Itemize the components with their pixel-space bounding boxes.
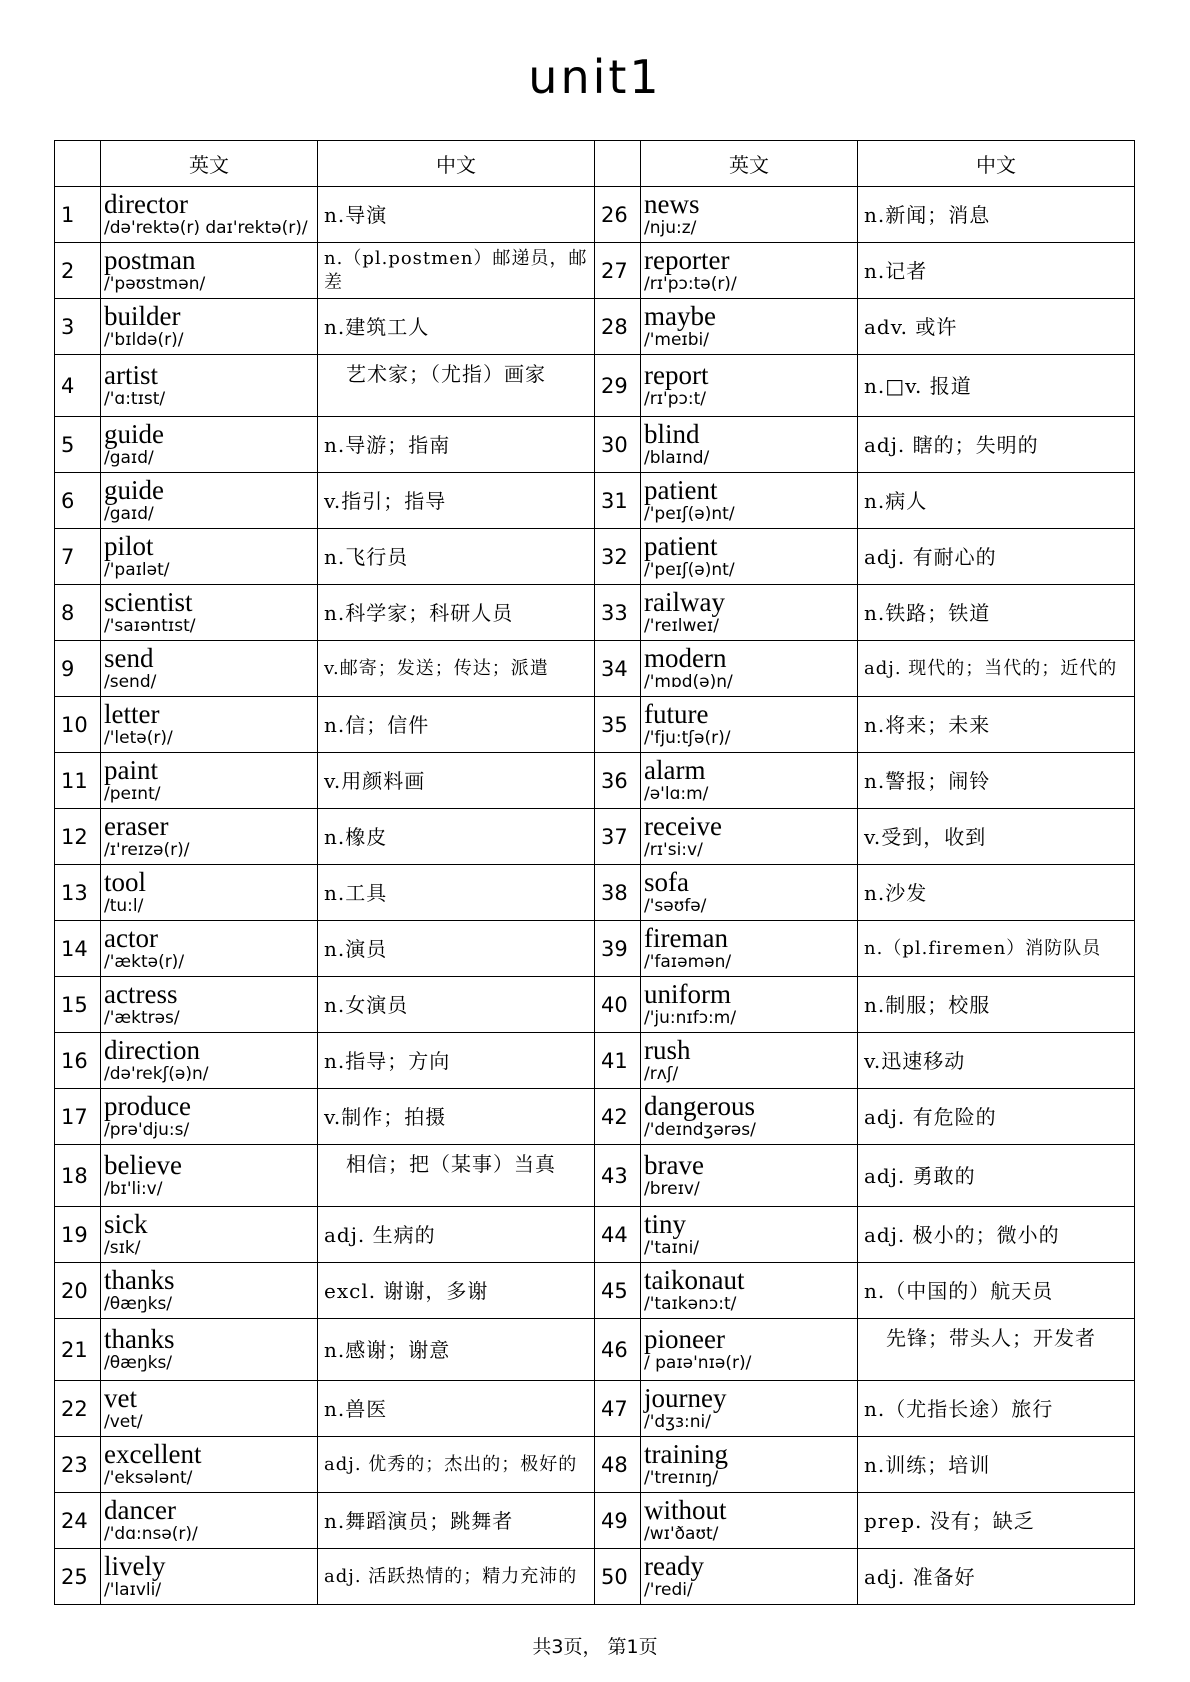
english-word: thanks xyxy=(104,1265,175,1295)
row-number: 7 xyxy=(55,529,101,585)
row-number: 28 xyxy=(595,299,641,355)
english-cell xyxy=(641,585,858,641)
english-word: maybe xyxy=(644,301,716,331)
phonetic-transcription: /'peɪʃ(ə)nt/ xyxy=(644,560,735,580)
english-word: believe xyxy=(104,1150,182,1180)
row-number: 35 xyxy=(595,697,641,753)
english-word: railway xyxy=(644,587,725,617)
row-number: 2 xyxy=(55,243,101,299)
row-number: 8 xyxy=(55,585,101,641)
english-word: receive xyxy=(644,811,722,841)
row-number: 6 xyxy=(55,473,101,529)
english-cell xyxy=(641,1549,858,1605)
phonetic-transcription: /breɪv/ xyxy=(644,1179,700,1199)
phonetic-transcription: /'dɑ:nsə(r)/ xyxy=(104,1524,198,1544)
page-footer: 共3页， 第1页 xyxy=(532,1636,658,1658)
row-number: 49 xyxy=(595,1493,641,1549)
english-cell xyxy=(101,1437,318,1493)
table-row xyxy=(55,1033,1135,1089)
phonetic-transcription: /vet/ xyxy=(104,1412,143,1432)
english-word: letter xyxy=(104,699,160,729)
table-row xyxy=(55,355,1135,417)
phonetic-transcription: /'meɪbi/ xyxy=(644,330,709,350)
row-number: 27 xyxy=(595,243,641,299)
phonetic-transcription: /'treɪnɪŋ/ xyxy=(644,1468,719,1488)
phonetic-transcription: /'æktrəs/ xyxy=(104,1008,180,1028)
chinese-meaning: n.橡皮 xyxy=(318,809,595,865)
chinese-meaning: n.（尤指长途）旅行 xyxy=(858,1381,1135,1437)
phonetic-transcription: /'fju:tʃə(r)/ xyxy=(644,728,731,748)
phonetic-transcription: /'səʊfə/ xyxy=(644,896,707,916)
chinese-meaning: adj. 活跃热情的；精力充沛的 xyxy=(318,1549,595,1605)
chinese-meaning: adj. 准备好 xyxy=(858,1549,1135,1605)
english-cell xyxy=(641,1381,858,1437)
row-number: 21 xyxy=(55,1319,101,1381)
english-cell xyxy=(641,299,858,355)
english-cell xyxy=(101,1089,318,1145)
table-row xyxy=(55,473,1135,529)
table-row xyxy=(55,1549,1135,1605)
english-cell xyxy=(641,473,858,529)
english-cell xyxy=(641,1319,858,1381)
phonetic-transcription: /rɪ'si:v/ xyxy=(644,840,703,860)
row-number: 45 xyxy=(595,1263,641,1319)
phonetic-transcription: /'bɪldə(r)/ xyxy=(104,330,184,350)
row-number: 3 xyxy=(55,299,101,355)
row-number: 20 xyxy=(55,1263,101,1319)
phonetic-transcription: /'mɒd(ə)n/ xyxy=(644,672,733,692)
row-number: 31 xyxy=(595,473,641,529)
chinese-meaning: n.沙发 xyxy=(858,865,1135,921)
english-word: alarm xyxy=(644,755,706,785)
english-word: send xyxy=(104,643,154,673)
table-row xyxy=(55,1207,1135,1263)
chinese-meaning: v.用颜料画 xyxy=(318,753,595,809)
row-number: 29 xyxy=(595,355,641,417)
row-number: 34 xyxy=(595,641,641,697)
chinese-meaning: n.工具 xyxy=(318,865,595,921)
row-number: 23 xyxy=(55,1437,101,1493)
chinese-meaning: n.导演 xyxy=(318,187,595,243)
english-cell xyxy=(101,921,318,977)
table-row xyxy=(55,977,1135,1033)
english-cell xyxy=(101,355,318,417)
phonetic-transcription: /bɪ'li:v/ xyxy=(104,1179,163,1199)
row-number: 40 xyxy=(595,977,641,1033)
english-cell xyxy=(101,1381,318,1437)
row-number: 30 xyxy=(595,417,641,473)
table-row xyxy=(55,809,1135,865)
english-word: artist xyxy=(104,360,158,390)
phonetic-transcription: /'saɪəntɪst/ xyxy=(104,616,196,636)
row-number: 19 xyxy=(55,1207,101,1263)
phonetic-transcription: /θæŋks/ xyxy=(104,1294,173,1314)
english-word: excellent xyxy=(104,1439,202,1469)
english-cell xyxy=(641,977,858,1033)
chinese-meaning: prep. 没有；缺乏 xyxy=(858,1493,1135,1549)
english-word: thanks xyxy=(104,1324,175,1354)
phonetic-transcription: /'ju:nɪfɔ:m/ xyxy=(644,1008,737,1028)
row-number: 38 xyxy=(595,865,641,921)
chinese-meaning: adj. 现代的；当代的；近代的 xyxy=(858,641,1135,697)
english-word: pioneer xyxy=(644,1324,725,1354)
chinese-meaning: n.感谢；谢意 xyxy=(318,1319,595,1381)
english-word: dancer xyxy=(104,1495,176,1525)
chinese-meaning: n.飞行员 xyxy=(318,529,595,585)
table-row xyxy=(55,1263,1135,1319)
english-word: paint xyxy=(104,755,158,785)
chinese-meaning: n.（pl.postmen）邮递员，邮差 xyxy=(318,243,595,299)
chinese-meaning: adj. 瞎的；失明的 xyxy=(858,417,1135,473)
english-cell xyxy=(101,865,318,921)
english-word: actor xyxy=(104,923,158,953)
row-number: 14 xyxy=(55,921,101,977)
row-number: 43 xyxy=(595,1145,641,1207)
english-word: tiny xyxy=(644,1209,687,1239)
vocabulary-table xyxy=(54,140,1135,1605)
chinese-meaning: adj. 优秀的；杰出的；极好的 xyxy=(318,1437,595,1493)
chinese-meaning: n.□v. 报道 xyxy=(858,355,1135,417)
row-number: 50 xyxy=(595,1549,641,1605)
english-word: produce xyxy=(104,1091,191,1121)
english-word: uniform xyxy=(644,979,731,1009)
row-number: 37 xyxy=(595,809,641,865)
english-word: guide xyxy=(104,419,164,449)
english-cell xyxy=(641,1493,858,1549)
table-row xyxy=(55,417,1135,473)
table-row xyxy=(55,1437,1135,1493)
english-cell xyxy=(641,1145,858,1207)
header-num-blank xyxy=(55,141,101,187)
phonetic-transcription: /prə'dju:s/ xyxy=(104,1120,190,1140)
table-row xyxy=(55,641,1135,697)
english-word: training xyxy=(644,1439,728,1469)
row-number: 1 xyxy=(55,187,101,243)
phonetic-transcription: /'peɪʃ(ə)nt/ xyxy=(644,504,735,524)
english-word: builder xyxy=(104,301,181,331)
english-cell xyxy=(641,187,858,243)
phonetic-transcription: /θæŋks/ xyxy=(104,1353,173,1373)
chinese-meaning: adj. 勇敢的 xyxy=(858,1145,1135,1207)
phonetic-transcription: /'taɪkənɔ:t/ xyxy=(644,1294,737,1314)
english-word: guide xyxy=(104,475,164,505)
phonetic-transcription: /ɪ'reɪzə(r)/ xyxy=(104,840,190,860)
english-cell xyxy=(641,417,858,473)
row-number: 18 xyxy=(55,1145,101,1207)
phonetic-transcription: /gaɪd/ xyxy=(104,448,154,468)
table-row xyxy=(55,1145,1135,1207)
phonetic-transcription: /'letə(r)/ xyxy=(104,728,173,748)
row-number: 41 xyxy=(595,1033,641,1089)
chinese-meaning: v.邮寄；发送；传达；派遣 xyxy=(318,641,595,697)
english-word: dangerous xyxy=(644,1091,755,1121)
phonetic-transcription: /peɪnt/ xyxy=(104,784,161,804)
table-body xyxy=(55,187,1135,1605)
english-cell xyxy=(641,809,858,865)
phonetic-transcription: /nju:z/ xyxy=(644,218,697,238)
english-cell xyxy=(101,697,318,753)
chinese-meaning: v.迅速移动 xyxy=(858,1033,1135,1089)
english-cell xyxy=(101,1493,318,1549)
phonetic-transcription: /gaɪd/ xyxy=(104,504,154,524)
chinese-meaning: n.制服；校服 xyxy=(858,977,1135,1033)
chinese-meaning: n.记者 xyxy=(858,243,1135,299)
english-cell xyxy=(101,529,318,585)
chinese-meaning: n.演员 xyxy=(318,921,595,977)
english-word: scientist xyxy=(104,587,193,617)
english-cell xyxy=(101,809,318,865)
header-chinese: 中文 xyxy=(858,141,1135,187)
phonetic-transcription: /'deɪndʒərəs/ xyxy=(644,1120,756,1140)
english-word: postman xyxy=(104,245,196,275)
table-row xyxy=(55,1319,1135,1381)
row-number: 44 xyxy=(595,1207,641,1263)
row-number: 13 xyxy=(55,865,101,921)
row-number: 11 xyxy=(55,753,101,809)
chinese-meaning: n.信；信件 xyxy=(318,697,595,753)
header-chinese: 中文 xyxy=(318,141,595,187)
chinese-meaning: excl. 谢谢，多谢 xyxy=(318,1263,595,1319)
english-cell xyxy=(101,1319,318,1381)
english-word: future xyxy=(644,699,709,729)
english-cell xyxy=(101,473,318,529)
phonetic-transcription: /'eksələnt/ xyxy=(104,1468,193,1488)
english-cell xyxy=(641,921,858,977)
chinese-meaning: adj. 有耐心的 xyxy=(858,529,1135,585)
english-word: brave xyxy=(644,1150,704,1180)
english-cell xyxy=(101,1145,318,1207)
chinese-meaning: n.新闻；消息 xyxy=(858,187,1135,243)
english-word: eraser xyxy=(104,811,169,841)
english-word: tool xyxy=(104,867,147,897)
phonetic-transcription: /blaɪnd/ xyxy=(644,448,710,468)
chinese-meaning: n.舞蹈演员；跳舞者 xyxy=(318,1493,595,1549)
table-row xyxy=(55,529,1135,585)
english-cell xyxy=(101,417,318,473)
phonetic-transcription: /'pəʊstmən/ xyxy=(104,274,206,294)
english-word: modern xyxy=(644,643,727,673)
phonetic-transcription: /'dʒɜ:ni/ xyxy=(644,1412,712,1432)
english-word: pilot xyxy=(104,531,154,561)
phonetic-transcription: /'faɪəmən/ xyxy=(644,952,732,972)
english-cell xyxy=(641,1263,858,1319)
table-row xyxy=(55,585,1135,641)
row-number: 39 xyxy=(595,921,641,977)
table-row xyxy=(55,243,1135,299)
english-word: taikonaut xyxy=(644,1265,745,1295)
phonetic-transcription: /rɪ'pɔ:t/ xyxy=(644,389,706,409)
row-number: 32 xyxy=(595,529,641,585)
english-word: direction xyxy=(104,1035,200,1065)
english-word: report xyxy=(644,360,709,390)
english-cell xyxy=(101,1033,318,1089)
table-header-row xyxy=(55,141,1135,187)
row-number: 5 xyxy=(55,417,101,473)
table-row xyxy=(55,753,1135,809)
chinese-meaning: 相信；把（某事）当真 xyxy=(318,1145,595,1207)
row-number: 46 xyxy=(595,1319,641,1381)
row-number: 33 xyxy=(595,585,641,641)
row-number: 36 xyxy=(595,753,641,809)
row-number: 42 xyxy=(595,1089,641,1145)
english-cell xyxy=(101,1207,318,1263)
table-row xyxy=(55,299,1135,355)
phonetic-transcription: /də'rektə(r) daɪ'rektə(r)/ xyxy=(104,218,308,238)
chinese-meaning: v.制作；拍摄 xyxy=(318,1089,595,1145)
phonetic-transcription: /'æktə(r)/ xyxy=(104,952,185,972)
english-cell xyxy=(101,1549,318,1605)
english-word: actress xyxy=(104,979,178,1009)
chinese-meaning: 艺术家；（尤指）画家 xyxy=(318,355,595,417)
chinese-meaning: n.女演员 xyxy=(318,977,595,1033)
english-cell xyxy=(641,243,858,299)
chinese-meaning: 先锋；带头人；开发者 xyxy=(858,1319,1135,1381)
row-number: 47 xyxy=(595,1381,641,1437)
english-cell xyxy=(101,753,318,809)
chinese-meaning: n.（pl.firemen）消防队员 xyxy=(858,921,1135,977)
phonetic-transcription: /rʌʃ/ xyxy=(644,1064,679,1084)
english-cell xyxy=(641,1033,858,1089)
row-number: 9 xyxy=(55,641,101,697)
row-number: 16 xyxy=(55,1033,101,1089)
row-number: 25 xyxy=(55,1549,101,1605)
english-word: sofa xyxy=(644,867,689,897)
row-number: 10 xyxy=(55,697,101,753)
table-row xyxy=(55,697,1135,753)
chinese-meaning: n.科学家；科研人员 xyxy=(318,585,595,641)
english-cell xyxy=(641,697,858,753)
row-number: 12 xyxy=(55,809,101,865)
table-row xyxy=(55,865,1135,921)
table-row xyxy=(55,1493,1135,1549)
chinese-meaning: n.将来；未来 xyxy=(858,697,1135,753)
chinese-meaning: n.铁路；铁道 xyxy=(858,585,1135,641)
phonetic-transcription: /'taɪni/ xyxy=(644,1238,700,1258)
row-number: 22 xyxy=(55,1381,101,1437)
english-word: vet xyxy=(104,1383,137,1413)
chinese-meaning: adj. 有危险的 xyxy=(858,1089,1135,1145)
phonetic-transcription: /'laɪvli/ xyxy=(104,1580,162,1600)
header-english: 英文 xyxy=(641,141,858,187)
english-word: sick xyxy=(104,1209,148,1239)
row-number: 17 xyxy=(55,1089,101,1145)
english-cell xyxy=(101,1263,318,1319)
english-cell xyxy=(641,641,858,697)
english-cell xyxy=(641,529,858,585)
chinese-meaning: adj. 极小的；微小的 xyxy=(858,1207,1135,1263)
table-row xyxy=(55,187,1135,243)
row-number: 15 xyxy=(55,977,101,1033)
english-word: blind xyxy=(644,419,700,449)
phonetic-transcription: / paɪə'nɪə(r)/ xyxy=(644,1353,752,1373)
chinese-meaning: n.警报；闹铃 xyxy=(858,753,1135,809)
chinese-meaning: adj. 生病的 xyxy=(318,1207,595,1263)
phonetic-transcription: /ə'lɑ:m/ xyxy=(644,784,709,804)
english-cell xyxy=(641,1089,858,1145)
english-cell xyxy=(641,355,858,417)
phonetic-transcription: /'redi/ xyxy=(644,1580,693,1600)
english-word: reporter xyxy=(644,245,730,275)
english-cell xyxy=(101,243,318,299)
row-number: 4 xyxy=(55,355,101,417)
chinese-meaning: adv. 或许 xyxy=(858,299,1135,355)
phonetic-transcription: /də'rekʃ(ə)n/ xyxy=(104,1064,209,1084)
header-english: 英文 xyxy=(101,141,318,187)
chinese-meaning: v.受到，收到 xyxy=(858,809,1135,865)
english-cell xyxy=(101,641,318,697)
english-cell xyxy=(641,753,858,809)
phonetic-transcription: /sɪk/ xyxy=(104,1238,141,1258)
chinese-meaning: n.建筑工人 xyxy=(318,299,595,355)
row-number: 24 xyxy=(55,1493,101,1549)
phonetic-transcription: /'paɪlət/ xyxy=(104,560,170,580)
chinese-meaning: n.兽医 xyxy=(318,1381,595,1437)
table-row xyxy=(55,1089,1135,1145)
chinese-meaning: v.指引；指导 xyxy=(318,473,595,529)
phonetic-transcription: /rɪ'pɔ:tə(r)/ xyxy=(644,274,737,294)
row-number: 26 xyxy=(595,187,641,243)
english-cell xyxy=(641,865,858,921)
chinese-meaning: n.（中国的）航天员 xyxy=(858,1263,1135,1319)
chinese-meaning: n.病人 xyxy=(858,473,1135,529)
english-word: news xyxy=(644,189,700,219)
table-row xyxy=(55,921,1135,977)
english-word: ready xyxy=(644,1551,704,1581)
phonetic-transcription: /tu:l/ xyxy=(104,896,144,916)
english-cell xyxy=(641,1437,858,1493)
english-cell xyxy=(101,299,318,355)
english-word: fireman xyxy=(644,923,728,953)
english-word: patient xyxy=(644,475,718,505)
phonetic-transcription: /'reɪlweɪ/ xyxy=(644,616,719,636)
english-word: director xyxy=(104,189,188,219)
phonetic-transcription: /'ɑ:tɪst/ xyxy=(104,389,166,409)
english-word: lively xyxy=(104,1551,166,1581)
page-title: unit1 xyxy=(528,50,662,104)
chinese-meaning: n.训练；培训 xyxy=(858,1437,1135,1493)
english-word: journey xyxy=(644,1383,727,1413)
english-cell xyxy=(101,977,318,1033)
phonetic-transcription: /wɪ'ðaʊt/ xyxy=(644,1524,719,1544)
english-word: without xyxy=(644,1495,727,1525)
english-cell xyxy=(101,585,318,641)
chinese-meaning: n.导游；指南 xyxy=(318,417,595,473)
english-cell xyxy=(101,187,318,243)
table-row xyxy=(55,1381,1135,1437)
header-num-blank xyxy=(595,141,641,187)
row-number: 48 xyxy=(595,1437,641,1493)
english-word: rush xyxy=(644,1035,691,1065)
english-word: patient xyxy=(644,531,718,561)
english-cell xyxy=(641,1207,858,1263)
chinese-meaning: n.指导；方向 xyxy=(318,1033,595,1089)
phonetic-transcription: /send/ xyxy=(104,672,157,692)
